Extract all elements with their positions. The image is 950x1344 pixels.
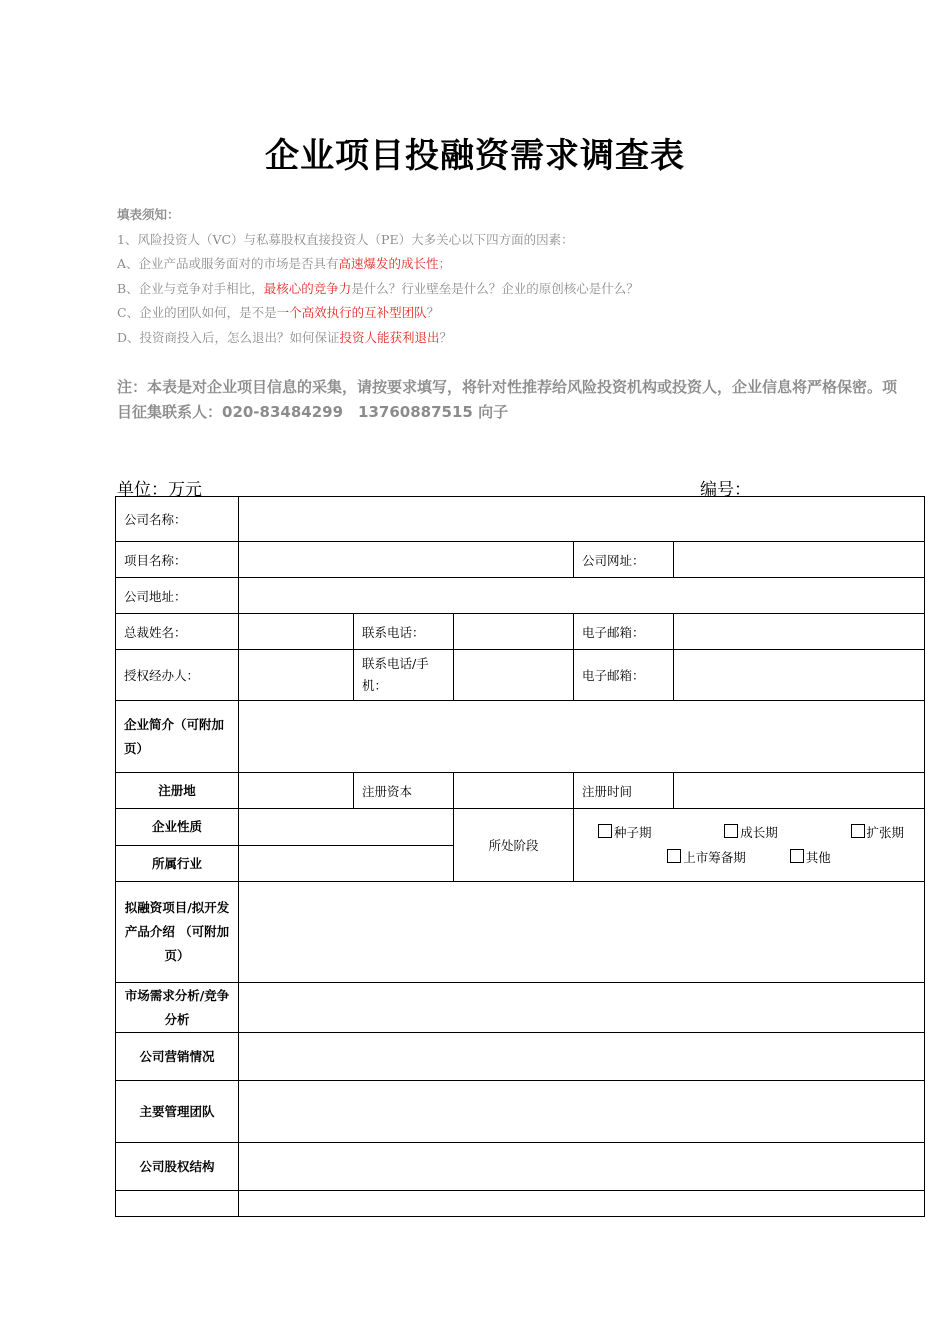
intro-field[interactable] xyxy=(239,701,925,773)
reg-capital-field[interactable] xyxy=(454,773,574,809)
blank-label-cell xyxy=(116,1191,239,1217)
company-name-label: 公司名称： xyxy=(116,497,239,542)
stage-option-expansion[interactable] xyxy=(851,820,905,845)
reg-place-field[interactable] xyxy=(239,773,354,809)
line-a-text: A、企业产品或服务面对的市场是否具有 xyxy=(117,256,339,271)
line-b-tail: 是什么？行业壁垒是什么？企业的原创核心是什么？ xyxy=(351,280,639,296)
intro-label: 企业简介（可附加页） xyxy=(116,701,239,773)
page-title: 企业项目投融资需求调查表 xyxy=(265,136,685,176)
nature-label: 企业性质 xyxy=(116,809,239,846)
marketing-field[interactable] xyxy=(239,1033,925,1081)
industry-label: 所属行业 xyxy=(116,846,239,882)
instructions-line-a xyxy=(117,252,917,277)
blank-field[interactable] xyxy=(239,1191,925,1217)
ceo-name-label: 总裁姓名： xyxy=(116,614,239,650)
stage-option-seed[interactable] xyxy=(598,820,652,845)
industry-field[interactable] xyxy=(239,846,454,882)
stage-options xyxy=(574,809,925,882)
reg-capital-label: 注册资本 xyxy=(354,773,454,809)
website-field[interactable] xyxy=(674,542,925,578)
checkbox-icon[interactable] xyxy=(724,824,738,838)
contact-phone-field[interactable] xyxy=(454,614,574,650)
reg-time-label: 注册时间 xyxy=(574,773,674,809)
address-label: 公司地址： xyxy=(116,578,239,614)
nature-field[interactable] xyxy=(239,809,454,846)
market-analysis-label: 市场需求分析/竞争分析 xyxy=(116,983,239,1033)
stage-option-label: 成长期 xyxy=(740,825,778,840)
stage-option-label: 上市筹备期 xyxy=(683,850,746,865)
stage-option-label: 种子期 xyxy=(614,825,652,840)
project-name-field[interactable] xyxy=(239,542,574,578)
management-team-field[interactable] xyxy=(239,1081,925,1143)
address-field[interactable] xyxy=(239,578,925,614)
confidentiality-note: 注：本表是对企业项目信息的采集，请按要求填写，将针对性推荐给风险投资机构或投资人，企业信息将严格保密。项目征集联系人：020-83484299 13760887515 向子 xyxy=(117,378,898,421)
financing-project-label: 拟融资项目/拟开发产品介绍 （可附加页） xyxy=(116,882,239,983)
stage-option-label: 其他 xyxy=(805,850,831,865)
email-field-2[interactable] xyxy=(674,650,925,701)
stage-option-pre-ipo[interactable] xyxy=(667,845,746,870)
checkbox-icon[interactable] xyxy=(790,849,804,863)
line-c-highlight: 一个高效执行的互补型团队 xyxy=(276,305,427,320)
stage-option-growth[interactable] xyxy=(724,820,778,845)
line-c-text: C、企业的团队如何，是不是 xyxy=(117,305,277,320)
instructions-line-c xyxy=(117,301,917,326)
contact-mobile-label: 联系电话/手机： xyxy=(354,650,454,701)
email-field-1[interactable] xyxy=(674,614,925,650)
financing-project-field[interactable] xyxy=(239,882,925,983)
survey-form-table xyxy=(115,496,925,1217)
line-d-tail: ？ xyxy=(439,329,453,345)
ceo-name-field[interactable] xyxy=(239,614,354,650)
agent-label: 授权经办人： xyxy=(116,650,239,701)
contact-mobile-field[interactable] xyxy=(454,650,574,701)
email-label-2: 电子邮箱： xyxy=(574,650,674,701)
fill-instructions xyxy=(117,203,917,350)
line-c-tail: ？ xyxy=(426,305,440,320)
instructions-line-d xyxy=(117,326,917,351)
line-b-text: B、企业与竞争对手相比， xyxy=(117,280,264,296)
instructions-line-1: 1、风险投资人（VC）与私募股权直接投资人（PE）大多关心以下四方面的因素： xyxy=(117,231,574,247)
line-b-highlight: 最核心的竞争力 xyxy=(263,280,352,296)
line-d-text: D、投资商投入后，怎么退出？如何保证 xyxy=(117,329,340,345)
checkbox-icon[interactable] xyxy=(851,824,865,838)
checkbox-icon[interactable] xyxy=(598,824,612,838)
market-analysis-field[interactable] xyxy=(239,983,925,1033)
reg-time-field[interactable] xyxy=(674,773,925,809)
instructions-heading: 填表须知： xyxy=(117,207,180,222)
equity-structure-field[interactable] xyxy=(239,1143,925,1191)
project-name-label: 项目名称： xyxy=(116,542,239,578)
line-a-tail: ； xyxy=(438,256,452,271)
line-a-highlight: 高速爆发的成长性 xyxy=(338,256,439,271)
instructions-line-b xyxy=(117,277,917,302)
stage-label: 所处阶段 xyxy=(454,809,574,882)
stage-option-label: 扩张期 xyxy=(866,825,905,840)
reg-place-label: 注册地 xyxy=(116,773,239,809)
marketing-label: 公司营销情况 xyxy=(116,1033,239,1081)
serial-number-label: 编号： xyxy=(700,480,751,500)
management-team-label: 主要管理团队 xyxy=(116,1081,239,1143)
unit-label: 单位：万元 xyxy=(117,480,202,500)
agent-field[interactable] xyxy=(239,650,354,701)
contact-phone-label: 联系电话： xyxy=(354,614,454,650)
website-label: 公司网址： xyxy=(574,542,674,578)
checkbox-icon[interactable] xyxy=(667,849,681,863)
stage-option-other[interactable] xyxy=(790,845,831,870)
company-name-field[interactable] xyxy=(239,497,925,542)
line-d-highlight: 投资人能获利退出 xyxy=(339,329,440,345)
email-label-1: 电子邮箱： xyxy=(574,614,674,650)
equity-structure-label: 公司股权结构 xyxy=(116,1143,239,1191)
